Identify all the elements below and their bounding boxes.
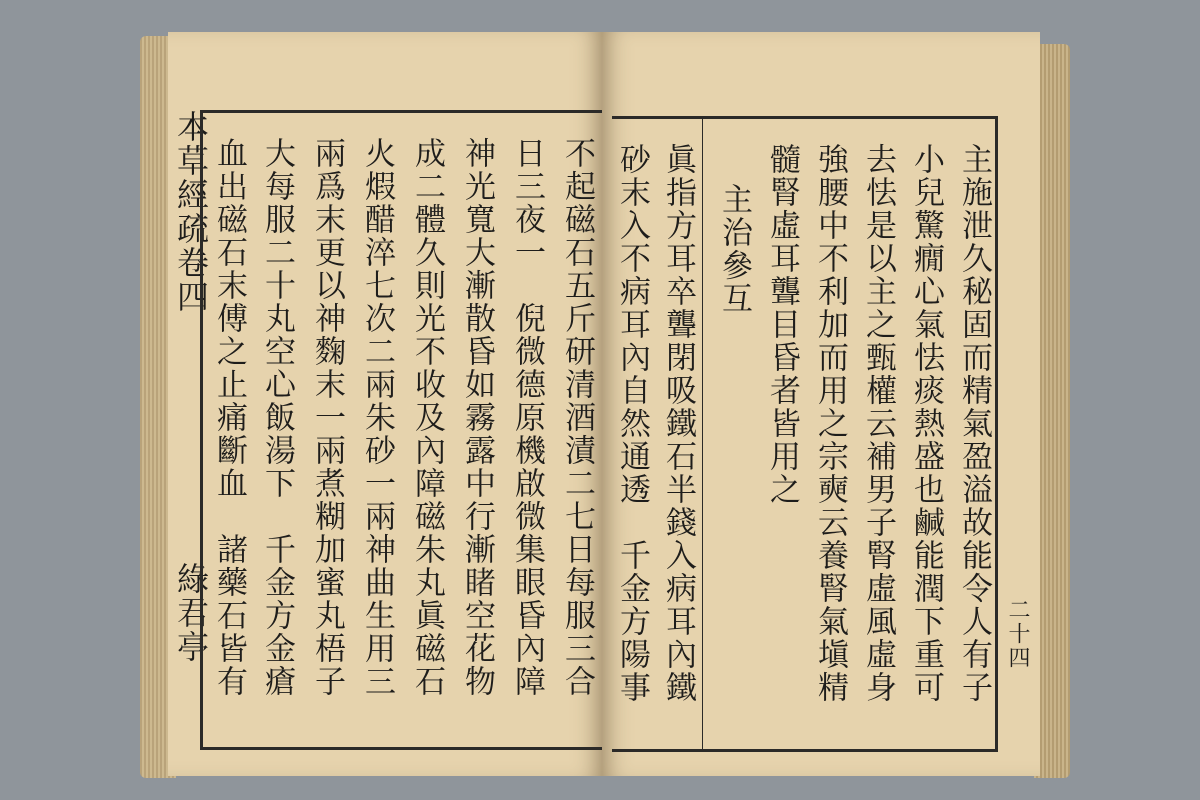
column-rule — [702, 119, 703, 749]
text-column: 日三夜一 倪微德原機啟微集眼昏內障 — [509, 137, 545, 698]
text-column: 髓腎虛耳聾目昏者皆用之 — [764, 143, 800, 506]
text-frame-left — [200, 110, 602, 750]
text-column: 強腰中不利加而用之宗奭云養腎氣塡精 — [812, 143, 848, 704]
right-page — [602, 32, 1040, 776]
text-column: 小兒驚癇心氣怯痰熱盛也鹹能潤下重可 — [908, 143, 944, 704]
page-margin-title: 本草經疏卷四 — [172, 110, 210, 314]
text-column: 砂末入不病耳內自然通透 千金方陽事 — [614, 143, 650, 704]
text-column: 火煆醋淬七次二兩朱砂一兩神曲生用三 — [359, 137, 395, 698]
page-number: 二十四 — [1005, 598, 1030, 670]
text-column: 神光寬大漸散昏如霧露中行漸睹空花物 — [459, 137, 495, 698]
text-column: 主施泄久秘固而精氣盈溢故能令人有子 — [956, 143, 992, 704]
text-column: 不起磁石五斤研清酒漬二七日每服三合 — [559, 137, 595, 698]
left-page — [168, 32, 602, 776]
text-column: 大每服二十丸空心飯湯下 千金方金瘡 — [259, 137, 295, 698]
section-heading: 主治參互 — [716, 183, 752, 315]
text-column: 去怯是以主之甄權云補男子腎虛風虛身 — [860, 143, 896, 704]
text-column: 血出磁石末傅之止痛斷血 諸藥石皆有 — [211, 137, 247, 698]
text-column: 兩爲末更以神麴末一兩煮糊加蜜丸梧子 — [309, 137, 345, 698]
page-margin-footer: 綠君亭 — [172, 562, 210, 664]
text-column: 眞指方耳卒聾閉吸鐵石半錢入病耳內鐵 — [660, 143, 696, 704]
text-column: 成二體久則光不收及內障磁朱丸眞磁石 — [409, 137, 445, 698]
text-frame-right — [612, 116, 998, 752]
open-book — [140, 24, 1070, 784]
